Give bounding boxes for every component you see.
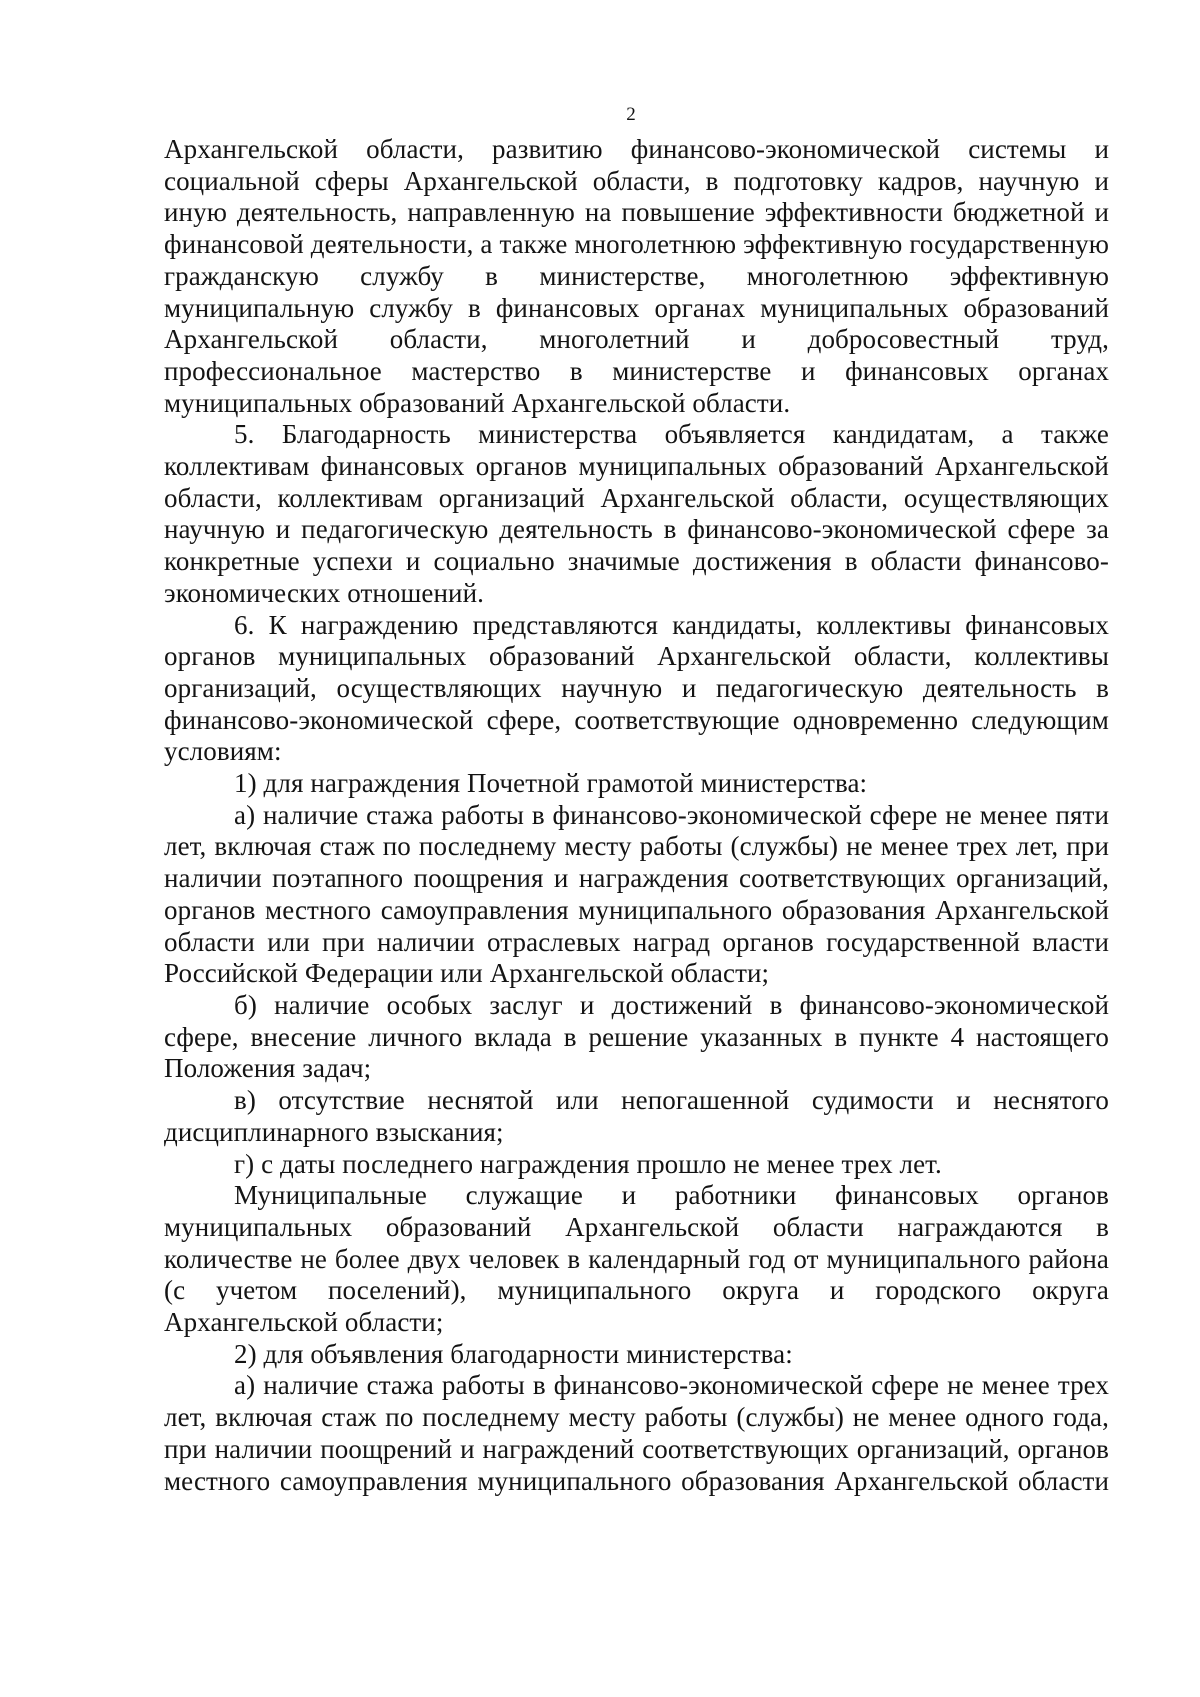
paragraph-item-6: 6. К награждению представляются кандидаты, коллективы финансовых органов муниципальных образований Архангельской области, коллективы организаций, осуществляющих научную и педагогическую деятельность в финансово-экономической сфере, соответствующие одновременно следующим условиям: [164, 609, 1109, 767]
paragraph-subitem-2: 2) для объявления благодарности министерства: [234, 1338, 793, 1369]
paragraph-subitem-1b: б) наличие особых заслуг и достижений в финансово-экономической сфере, внесение личного вклада в решение указанных в пункте 4 настоящего Положения задач; [164, 989, 1109, 1084]
paragraph-subitem-2a: а) наличие стажа работы в финансово-экономической сфере не менее трех лет, включая стаж по последнему месту работы (службы) не менее одного года, при наличии поощрений и награждений соответствующих организаций, органов местного самоуправления муниципального образования Архангельской области [164, 1370, 1109, 1496]
paragraph-municipal-note: Муниципальные служащие и работники финансовых органов муниципальных образований Архангельской области награждаются в количестве не более двух человек в календарный год от муниципального района (с учетом поселений), муниципального округа и городского округа Архангельской области; [164, 1180, 1109, 1338]
paragraph-subitem-1g: г) с даты последнего награждения прошло не менее трех лет. [234, 1148, 942, 1179]
paragraph-subitem-1v: в) отсутствие неснятой или непогашенной судимости и неснятого дисциплинарного взыскания; [164, 1085, 1109, 1147]
paragraph-subitem-1a: а) наличие стажа работы в финансово-экономической сфере не менее пяти лет, включая стаж по последнему месту работы (службы) не менее трех лет, при наличии поэтапного поощрения и награждения соответствующих организаций, органов местного самоуправления муниципального образования Архангельской области или при наличии отраслевых наград органов государственной власти Российской Федерации или Архангельской области; [164, 799, 1109, 989]
paragraph-item-5: 5. Благодарность министерства объявляется кандидатам, а также коллективам финансовых органов муниципальных образований Архангельской области, коллективам организаций Архангельской области, осуществляющих научную и педагогическую деятельность в финансово-экономической сфере за конкретные успехи и социально значимые достижения в области финансово-экономических отношений. [164, 419, 1109, 608]
paragraph-subitem-1: 1) для награждения Почетной грамотой министерства: [234, 768, 868, 799]
page-number: 2 [626, 104, 636, 125]
paragraph-continuation: Архангельской области, развитию финансово-экономической системы и социальной сферы Архангельской области, в подготовку кадров, научную и иную деятельность, направленную на повышение эффективности бюджетной и финансовой деятельности, а также многолетнюю эффективную государственную гражданскую службу в министерстве, многолетнюю эффективную муниципальную службу в финансовых органах муниципальных образований Архангельской области, многолетний и добросовестный труд, профессиональное мастерство в министерстве и финансовых органах муниципальных образований Архангельской области. [164, 134, 1109, 418]
document-body [164, 134, 1109, 1497]
